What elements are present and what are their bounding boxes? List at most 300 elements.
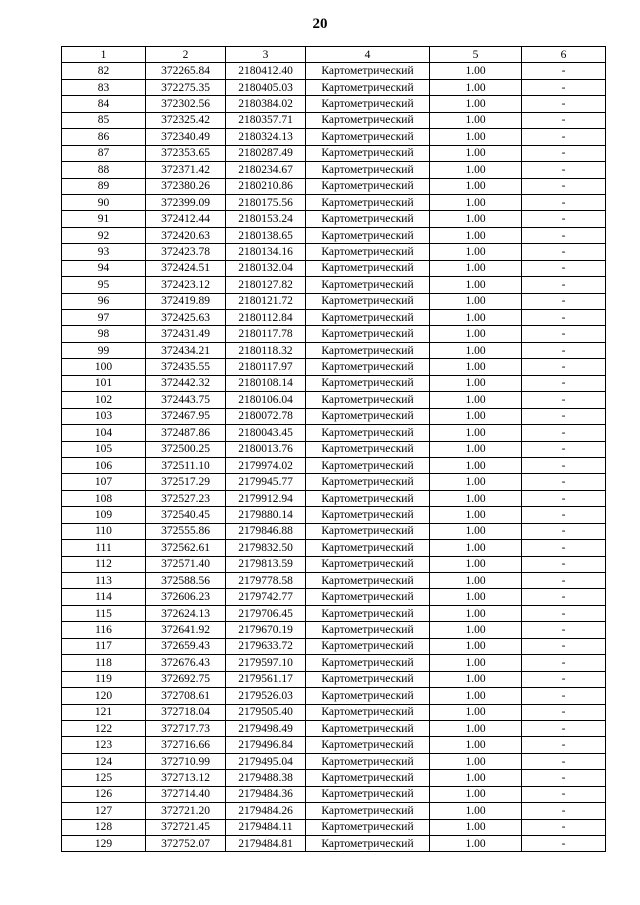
cell-method: Картометрический bbox=[306, 63, 430, 79]
cell-point-number: 91 bbox=[62, 211, 146, 227]
cell-note: - bbox=[522, 79, 606, 95]
cell-method: Картометрический bbox=[306, 277, 430, 293]
header-col-2: 2 bbox=[146, 47, 226, 63]
cell-accuracy: 1.00 bbox=[430, 63, 522, 79]
cell-accuracy: 1.00 bbox=[430, 704, 522, 720]
table-row bbox=[62, 359, 606, 375]
cell-method: Картометрический bbox=[306, 605, 430, 621]
cell-coord-x: 372713.12 bbox=[146, 770, 226, 786]
cell-coord-y: 2179974.02 bbox=[226, 457, 306, 473]
cell-accuracy: 1.00 bbox=[430, 227, 522, 243]
cell-coord-x: 372562.61 bbox=[146, 540, 226, 556]
cell-accuracy: 1.00 bbox=[430, 277, 522, 293]
table-row bbox=[62, 112, 606, 128]
cell-point-number: 97 bbox=[62, 310, 146, 326]
cell-point-number: 110 bbox=[62, 523, 146, 539]
cell-coord-y: 2179912.94 bbox=[226, 490, 306, 506]
cell-point-number: 95 bbox=[62, 277, 146, 293]
cell-point-number: 111 bbox=[62, 540, 146, 556]
cell-method: Картометрический bbox=[306, 720, 430, 736]
cell-coord-x: 372487.86 bbox=[146, 425, 226, 441]
cell-coord-x: 372717.73 bbox=[146, 720, 226, 736]
cell-point-number: 100 bbox=[62, 359, 146, 375]
cell-point-number: 99 bbox=[62, 342, 146, 358]
table-row bbox=[62, 375, 606, 391]
cell-coord-y: 2179484.11 bbox=[226, 819, 306, 835]
cell-method: Картометрический bbox=[306, 227, 430, 243]
cell-method: Картометрический bbox=[306, 293, 430, 309]
cell-coord-x: 372340.49 bbox=[146, 129, 226, 145]
table-row bbox=[62, 129, 606, 145]
cell-method: Картометрический bbox=[306, 96, 430, 112]
table-row bbox=[62, 211, 606, 227]
cell-point-number: 123 bbox=[62, 737, 146, 753]
cell-method: Картометрический bbox=[306, 589, 430, 605]
cell-method: Картометрический bbox=[306, 260, 430, 276]
cell-method: Картометрический bbox=[306, 737, 430, 753]
table-row bbox=[62, 638, 606, 654]
cell-coord-x: 372641.92 bbox=[146, 622, 226, 638]
cell-coord-x: 372588.56 bbox=[146, 573, 226, 589]
cell-coord-x: 372511.10 bbox=[146, 457, 226, 473]
table-row bbox=[62, 178, 606, 194]
cell-method: Картометрический bbox=[306, 178, 430, 194]
cell-coord-x: 372721.45 bbox=[146, 819, 226, 835]
cell-method: Картометрический bbox=[306, 112, 430, 128]
cell-accuracy: 1.00 bbox=[430, 540, 522, 556]
cell-point-number: 96 bbox=[62, 293, 146, 309]
cell-note: - bbox=[522, 342, 606, 358]
cell-method: Картометрический bbox=[306, 441, 430, 457]
cell-note: - bbox=[522, 490, 606, 506]
cell-coord-y: 2180043.45 bbox=[226, 425, 306, 441]
cell-note: - bbox=[522, 145, 606, 161]
cell-note: - bbox=[522, 753, 606, 769]
cell-note: - bbox=[522, 112, 606, 128]
cell-note: - bbox=[522, 96, 606, 112]
table-row bbox=[62, 392, 606, 408]
cell-coord-x: 372442.32 bbox=[146, 375, 226, 391]
cell-coord-y: 2179832.50 bbox=[226, 540, 306, 556]
cell-method: Картометрический bbox=[306, 162, 430, 178]
cell-note: - bbox=[522, 540, 606, 556]
cell-note: - bbox=[522, 638, 606, 654]
cell-note: - bbox=[522, 573, 606, 589]
cell-coord-y: 2180175.56 bbox=[226, 194, 306, 210]
cell-method: Картометрический bbox=[306, 573, 430, 589]
cell-accuracy: 1.00 bbox=[430, 737, 522, 753]
cell-note: - bbox=[522, 556, 606, 572]
cell-point-number: 104 bbox=[62, 425, 146, 441]
cell-method: Картометрический bbox=[306, 770, 430, 786]
table-row bbox=[62, 622, 606, 638]
table-row bbox=[62, 753, 606, 769]
cell-coord-x: 372435.55 bbox=[146, 359, 226, 375]
table-row bbox=[62, 523, 606, 539]
cell-accuracy: 1.00 bbox=[430, 310, 522, 326]
cell-accuracy: 1.00 bbox=[430, 375, 522, 391]
cell-point-number: 112 bbox=[62, 556, 146, 572]
cell-point-number: 114 bbox=[62, 589, 146, 605]
cell-note: - bbox=[522, 326, 606, 342]
cell-note: - bbox=[522, 227, 606, 243]
table-row bbox=[62, 457, 606, 473]
cell-note: - bbox=[522, 507, 606, 523]
cell-coord-y: 2180127.82 bbox=[226, 277, 306, 293]
cell-coord-x: 372434.21 bbox=[146, 342, 226, 358]
cell-note: - bbox=[522, 770, 606, 786]
cell-point-number: 115 bbox=[62, 605, 146, 621]
cell-note: - bbox=[522, 605, 606, 621]
cell-accuracy: 1.00 bbox=[430, 441, 522, 457]
cell-point-number: 82 bbox=[62, 63, 146, 79]
cell-accuracy: 1.00 bbox=[430, 342, 522, 358]
cell-coord-x: 372399.09 bbox=[146, 194, 226, 210]
cell-coord-y: 2179484.36 bbox=[226, 786, 306, 802]
cell-point-number: 118 bbox=[62, 655, 146, 671]
cell-accuracy: 1.00 bbox=[430, 589, 522, 605]
cell-note: - bbox=[522, 737, 606, 753]
cell-coord-x: 372555.86 bbox=[146, 523, 226, 539]
cell-accuracy: 1.00 bbox=[430, 178, 522, 194]
cell-coord-y: 2180153.24 bbox=[226, 211, 306, 227]
cell-coord-y: 2180324.13 bbox=[226, 129, 306, 145]
table-row bbox=[62, 490, 606, 506]
cell-coord-x: 372302.56 bbox=[146, 96, 226, 112]
cell-accuracy: 1.00 bbox=[430, 507, 522, 523]
table-row bbox=[62, 688, 606, 704]
cell-note: - bbox=[522, 803, 606, 819]
cell-accuracy: 1.00 bbox=[430, 457, 522, 473]
cell-note: - bbox=[522, 474, 606, 490]
cell-coord-x: 372380.26 bbox=[146, 178, 226, 194]
cell-accuracy: 1.00 bbox=[430, 145, 522, 161]
cell-note: - bbox=[522, 425, 606, 441]
cell-point-number: 119 bbox=[62, 671, 146, 687]
table-row bbox=[62, 655, 606, 671]
cell-accuracy: 1.00 bbox=[430, 638, 522, 654]
cell-coord-y: 2180132.04 bbox=[226, 260, 306, 276]
cell-accuracy: 1.00 bbox=[430, 129, 522, 145]
cell-method: Картометрический bbox=[306, 359, 430, 375]
cell-coord-y: 2179880.14 bbox=[226, 507, 306, 523]
cell-point-number: 98 bbox=[62, 326, 146, 342]
cell-accuracy: 1.00 bbox=[430, 671, 522, 687]
cell-coord-x: 372710.99 bbox=[146, 753, 226, 769]
table-row bbox=[62, 326, 606, 342]
cell-method: Картометрический bbox=[306, 194, 430, 210]
cell-note: - bbox=[522, 704, 606, 720]
cell-coord-y: 2179670.19 bbox=[226, 622, 306, 638]
cell-coord-x: 372425.63 bbox=[146, 310, 226, 326]
cell-note: - bbox=[522, 589, 606, 605]
cell-note: - bbox=[522, 178, 606, 194]
cell-method: Картометрический bbox=[306, 540, 430, 556]
cell-method: Картометрический bbox=[306, 326, 430, 342]
cell-coord-y: 2179597.10 bbox=[226, 655, 306, 671]
cell-coord-x: 372714.40 bbox=[146, 786, 226, 802]
cell-method: Картометрический bbox=[306, 79, 430, 95]
cell-method: Картометрический bbox=[306, 671, 430, 687]
cell-method: Картометрический bbox=[306, 457, 430, 473]
cell-method: Картометрический bbox=[306, 786, 430, 802]
cell-coord-y: 2180117.78 bbox=[226, 326, 306, 342]
cell-point-number: 87 bbox=[62, 145, 146, 161]
cell-accuracy: 1.00 bbox=[430, 359, 522, 375]
table-header bbox=[62, 47, 606, 63]
cell-method: Картометрический bbox=[306, 836, 430, 852]
cell-accuracy: 1.00 bbox=[430, 655, 522, 671]
table-row bbox=[62, 244, 606, 260]
cell-method: Картометрический bbox=[306, 129, 430, 145]
cell-coord-x: 372265.84 bbox=[146, 63, 226, 79]
cell-coord-x: 372624.13 bbox=[146, 605, 226, 621]
cell-coord-y: 2179633.72 bbox=[226, 638, 306, 654]
cell-method: Картометрический bbox=[306, 408, 430, 424]
table-row bbox=[62, 556, 606, 572]
cell-method: Картометрический bbox=[306, 803, 430, 819]
table-row bbox=[62, 145, 606, 161]
cell-accuracy: 1.00 bbox=[430, 474, 522, 490]
cell-coord-y: 2179778.58 bbox=[226, 573, 306, 589]
cell-point-number: 128 bbox=[62, 819, 146, 835]
cell-coord-x: 372500.25 bbox=[146, 441, 226, 457]
cell-accuracy: 1.00 bbox=[430, 753, 522, 769]
cell-note: - bbox=[522, 523, 606, 539]
cell-method: Картометрический bbox=[306, 425, 430, 441]
cell-point-number: 116 bbox=[62, 622, 146, 638]
cell-note: - bbox=[522, 359, 606, 375]
cell-coord-x: 372423.12 bbox=[146, 277, 226, 293]
cell-coord-y: 2179505.40 bbox=[226, 704, 306, 720]
cell-coord-y: 2180134.16 bbox=[226, 244, 306, 260]
cell-point-number: 124 bbox=[62, 753, 146, 769]
page-number: 20 bbox=[312, 16, 328, 32]
cell-coord-y: 2179945.77 bbox=[226, 474, 306, 490]
table-row bbox=[62, 194, 606, 210]
cell-coord-x: 372431.49 bbox=[146, 326, 226, 342]
cell-coord-x: 372419.89 bbox=[146, 293, 226, 309]
table-row bbox=[62, 79, 606, 95]
cell-method: Картометрический bbox=[306, 490, 430, 506]
cell-note: - bbox=[522, 375, 606, 391]
cell-note: - bbox=[522, 671, 606, 687]
cell-coord-y: 2180287.49 bbox=[226, 145, 306, 161]
cell-accuracy: 1.00 bbox=[430, 408, 522, 424]
cell-coord-y: 2179742.77 bbox=[226, 589, 306, 605]
cell-accuracy: 1.00 bbox=[430, 605, 522, 621]
header-col-4: 4 bbox=[306, 47, 430, 63]
table-row bbox=[62, 737, 606, 753]
cell-method: Картометрический bbox=[306, 244, 430, 260]
table-row bbox=[62, 507, 606, 523]
cell-point-number: 83 bbox=[62, 79, 146, 95]
table-row bbox=[62, 293, 606, 309]
cell-accuracy: 1.00 bbox=[430, 260, 522, 276]
cell-coord-x: 372420.63 bbox=[146, 227, 226, 243]
cell-method: Картометрический bbox=[306, 342, 430, 358]
cell-note: - bbox=[522, 194, 606, 210]
cell-point-number: 108 bbox=[62, 490, 146, 506]
cell-coord-y: 2180357.71 bbox=[226, 112, 306, 128]
cell-coord-y: 2180118.32 bbox=[226, 342, 306, 358]
cell-note: - bbox=[522, 277, 606, 293]
cell-point-number: 117 bbox=[62, 638, 146, 654]
cell-note: - bbox=[522, 162, 606, 178]
cell-note: - bbox=[522, 211, 606, 227]
cell-coord-y: 2179813.59 bbox=[226, 556, 306, 572]
cell-method: Картометрический bbox=[306, 688, 430, 704]
cell-point-number: 102 bbox=[62, 392, 146, 408]
table-row bbox=[62, 342, 606, 358]
table-row bbox=[62, 770, 606, 786]
table-row bbox=[62, 836, 606, 852]
coordinates-table bbox=[61, 46, 606, 852]
cell-coord-y: 2180138.65 bbox=[226, 227, 306, 243]
cell-method: Картометрический bbox=[306, 375, 430, 391]
header-col-1: 1 bbox=[62, 47, 146, 63]
cell-point-number: 85 bbox=[62, 112, 146, 128]
cell-accuracy: 1.00 bbox=[430, 211, 522, 227]
cell-accuracy: 1.00 bbox=[430, 622, 522, 638]
table-row bbox=[62, 260, 606, 276]
cell-coord-x: 372527.23 bbox=[146, 490, 226, 506]
cell-accuracy: 1.00 bbox=[430, 293, 522, 309]
cell-point-number: 84 bbox=[62, 96, 146, 112]
cell-accuracy: 1.00 bbox=[430, 425, 522, 441]
cell-note: - bbox=[522, 392, 606, 408]
table-row bbox=[62, 96, 606, 112]
cell-point-number: 121 bbox=[62, 704, 146, 720]
cell-method: Картометрический bbox=[306, 211, 430, 227]
table-row bbox=[62, 671, 606, 687]
cell-coord-x: 372517.29 bbox=[146, 474, 226, 490]
cell-coord-y: 2179846.88 bbox=[226, 523, 306, 539]
cell-accuracy: 1.00 bbox=[430, 326, 522, 342]
cell-method: Картометрический bbox=[306, 622, 430, 638]
cell-accuracy: 1.00 bbox=[430, 770, 522, 786]
cell-accuracy: 1.00 bbox=[430, 819, 522, 835]
cell-accuracy: 1.00 bbox=[430, 688, 522, 704]
header-col-6: 6 bbox=[522, 47, 606, 63]
cell-point-number: 89 bbox=[62, 178, 146, 194]
table-row bbox=[62, 704, 606, 720]
cell-accuracy: 1.00 bbox=[430, 490, 522, 506]
cell-coord-x: 372659.43 bbox=[146, 638, 226, 654]
cell-point-number: 105 bbox=[62, 441, 146, 457]
cell-point-number: 122 bbox=[62, 720, 146, 736]
cell-coord-x: 372275.35 bbox=[146, 79, 226, 95]
cell-method: Картометрический bbox=[306, 638, 430, 654]
table-row bbox=[62, 573, 606, 589]
cell-accuracy: 1.00 bbox=[430, 786, 522, 802]
cell-coord-y: 2180106.04 bbox=[226, 392, 306, 408]
cell-note: - bbox=[522, 310, 606, 326]
cell-point-number: 126 bbox=[62, 786, 146, 802]
cell-coord-x: 372424.51 bbox=[146, 260, 226, 276]
cell-accuracy: 1.00 bbox=[430, 720, 522, 736]
cell-coord-y: 2180384.02 bbox=[226, 96, 306, 112]
cell-coord-y: 2180013.76 bbox=[226, 441, 306, 457]
cell-note: - bbox=[522, 457, 606, 473]
table-row bbox=[62, 720, 606, 736]
cell-accuracy: 1.00 bbox=[430, 392, 522, 408]
cell-coord-x: 372721.20 bbox=[146, 803, 226, 819]
cell-accuracy: 1.00 bbox=[430, 836, 522, 852]
cell-coord-y: 2180234.67 bbox=[226, 162, 306, 178]
cell-coord-x: 372752.07 bbox=[146, 836, 226, 852]
cell-note: - bbox=[522, 244, 606, 260]
cell-method: Картометрический bbox=[306, 819, 430, 835]
table-row bbox=[62, 819, 606, 835]
table-row bbox=[62, 408, 606, 424]
cell-coord-x: 372716.66 bbox=[146, 737, 226, 753]
cell-coord-x: 372708.61 bbox=[146, 688, 226, 704]
cell-coord-x: 372443.75 bbox=[146, 392, 226, 408]
cell-note: - bbox=[522, 293, 606, 309]
cell-coord-y: 2180112.84 bbox=[226, 310, 306, 326]
cell-note: - bbox=[522, 836, 606, 852]
cell-coord-x: 372467.95 bbox=[146, 408, 226, 424]
cell-coord-x: 372412.44 bbox=[146, 211, 226, 227]
cell-point-number: 88 bbox=[62, 162, 146, 178]
cell-point-number: 86 bbox=[62, 129, 146, 145]
cell-accuracy: 1.00 bbox=[430, 162, 522, 178]
cell-method: Картометрический bbox=[306, 392, 430, 408]
cell-point-number: 90 bbox=[62, 194, 146, 210]
cell-coord-y: 2179706.45 bbox=[226, 605, 306, 621]
cell-point-number: 125 bbox=[62, 770, 146, 786]
cell-method: Картометрический bbox=[306, 556, 430, 572]
cell-method: Картометрический bbox=[306, 704, 430, 720]
cell-coord-y: 2179484.81 bbox=[226, 836, 306, 852]
cell-coord-x: 372571.40 bbox=[146, 556, 226, 572]
cell-accuracy: 1.00 bbox=[430, 194, 522, 210]
table-row bbox=[62, 63, 606, 79]
table-row bbox=[62, 605, 606, 621]
table-row bbox=[62, 474, 606, 490]
cell-method: Картометрический bbox=[306, 753, 430, 769]
cell-point-number: 129 bbox=[62, 836, 146, 852]
cell-note: - bbox=[522, 688, 606, 704]
table-row bbox=[62, 277, 606, 293]
cell-coord-y: 2180117.97 bbox=[226, 359, 306, 375]
cell-point-number: 127 bbox=[62, 803, 146, 819]
cell-point-number: 92 bbox=[62, 227, 146, 243]
table-body bbox=[62, 63, 606, 852]
table-row bbox=[62, 227, 606, 243]
cell-method: Картометрический bbox=[306, 523, 430, 539]
header-col-3: 3 bbox=[226, 47, 306, 63]
cell-coord-x: 372423.78 bbox=[146, 244, 226, 260]
cell-note: - bbox=[522, 819, 606, 835]
cell-point-number: 106 bbox=[62, 457, 146, 473]
cell-coord-y: 2179561.17 bbox=[226, 671, 306, 687]
cell-point-number: 120 bbox=[62, 688, 146, 704]
cell-method: Картометрический bbox=[306, 655, 430, 671]
cell-note: - bbox=[522, 441, 606, 457]
cell-accuracy: 1.00 bbox=[430, 523, 522, 539]
cell-note: - bbox=[522, 786, 606, 802]
cell-point-number: 113 bbox=[62, 573, 146, 589]
cell-coord-x: 372606.23 bbox=[146, 589, 226, 605]
cell-coord-x: 372692.75 bbox=[146, 671, 226, 687]
cell-note: - bbox=[522, 129, 606, 145]
cell-coord-y: 2180210.86 bbox=[226, 178, 306, 194]
cell-coord-x: 372718.04 bbox=[146, 704, 226, 720]
table-row bbox=[62, 310, 606, 326]
cell-coord-x: 372325.42 bbox=[146, 112, 226, 128]
